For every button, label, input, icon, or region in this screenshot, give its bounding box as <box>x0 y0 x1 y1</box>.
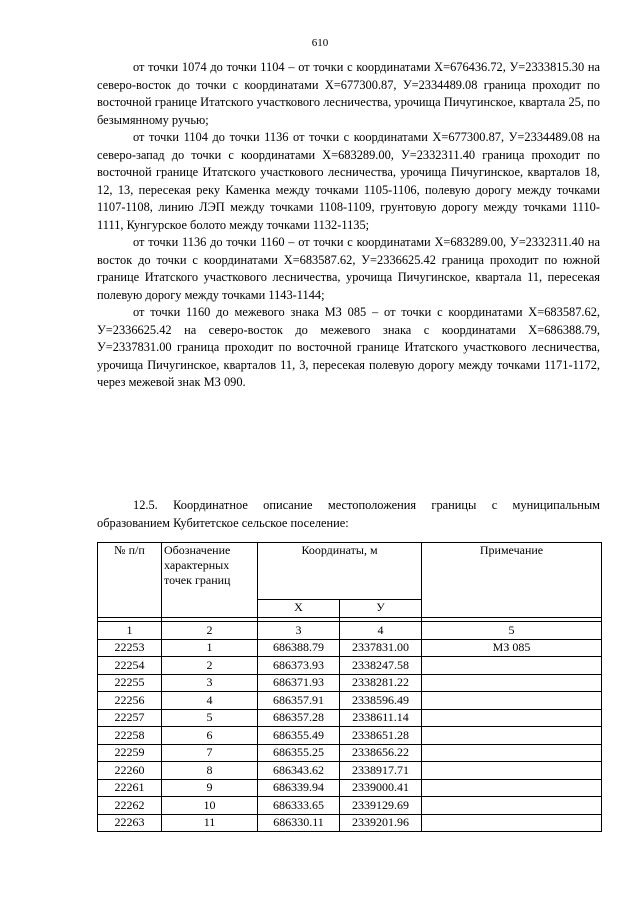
header-x: Х <box>258 600 340 618</box>
point-designation-cell: 10 <box>162 797 258 815</box>
point-number-cell: 22258 <box>98 727 162 745</box>
y-coordinate-cell: 2338247.58 <box>340 657 422 675</box>
header-num: № п/п <box>98 543 162 618</box>
y-coordinate-cell: 2338611.14 <box>340 709 422 727</box>
table-row <box>98 779 602 797</box>
table-row <box>98 744 602 762</box>
y-coordinate-cell: 2338651.28 <box>340 727 422 745</box>
x-coordinate-cell: 686333.65 <box>258 797 340 815</box>
header-coordinates: Координаты, м <box>258 543 422 600</box>
x-coordinate-cell: 686388.79 <box>258 639 340 657</box>
point-designation-cell: 11 <box>162 814 258 832</box>
page-number: 610 <box>311 37 329 49</box>
x-coordinate-cell: 686373.93 <box>258 657 340 675</box>
paragraph-1074-1104: от точки 1074 до точки 1104 – от точки с координатами Х=676436.72, У=2333815.30 на северо-восток до точки с координатами Х=677300.87, У=2334489.08 граница проходит по восточной границе Итатского участкового лесничества, урочища Пичугинское, квартала 25, по безымянному ручью; <box>97 60 600 127</box>
note-cell <box>422 762 602 780</box>
y-coordinate-cell: 2338656.22 <box>340 744 422 762</box>
point-number-cell: 22259 <box>98 744 162 762</box>
table-row <box>98 727 602 745</box>
note-cell <box>422 797 602 815</box>
column-index-cell: 1 <box>98 622 162 640</box>
paragraph-1136-1160: от точки 1136 до точки 1160 – от точки с координатами Х=683289.00, У=2332311.40 на восток до точки с координатами Х=683587.62, У=2336625.42 граница проходит по южной границе Итатского участкового лесничества, урочища Пичугинское, квартала 11, пересекая полевую дорогу между точками 1143-1144; <box>97 235 600 302</box>
table-row <box>98 709 602 727</box>
point-designation-cell: 1 <box>162 639 258 657</box>
point-number-cell: 22256 <box>98 692 162 710</box>
table-row <box>98 692 602 710</box>
point-designation-cell: 8 <box>162 762 258 780</box>
table-row <box>98 797 602 815</box>
point-number-cell: 22261 <box>98 779 162 797</box>
paragraph-1160-mz085: от точки 1160 до межевого знака МЗ 085 – от точки с координатами Х=683587.62, У=2336625.42 на северо-восток до межевого знака с координатами Х=686388.79, У=2337831.00 граница проходит по восточной границе Итатского участкового лесничества, урочища Пичугинское, кварталов 11, 3, пересекая полевую дорогу между точками 1171-1172, через межевой знак МЗ 090. <box>97 305 600 389</box>
note-cell <box>422 744 602 762</box>
point-designation-cell: 4 <box>162 692 258 710</box>
paragraph-1104-1136: от точки 1104 до точки 1136 от точки с координатами Х=677300.87, У=2334489.08 на северо-запад до точки с координатами Х=683289.00, У=2332311.40 граница проходит по восточной границе Итатского участкового лесничества, урочища Пичугинское, кварталов 18, 12, 13, пересекая реку Каменка между точками 1105-1106, полевую дорогу между точками 1107-1108, линию ЛЭП между точками 1108-1109, грунтовую дорогу между точками 1110-1111, Кунгурское болото между точками 1132-1135; <box>97 130 600 232</box>
point-designation-cell: 3 <box>162 674 258 692</box>
section-heading: 12.5. Координатное описание местоположения границы с муниципальным образованием Кубитетское сельское поселение: <box>97 498 600 530</box>
y-coordinate-cell: 2338281.22 <box>340 674 422 692</box>
point-designation-cell: 7 <box>162 744 258 762</box>
x-coordinate-cell: 686371.93 <box>258 674 340 692</box>
y-coordinate-cell: 2339000.41 <box>340 779 422 797</box>
point-designation-cell: 5 <box>162 709 258 727</box>
note-cell <box>422 727 602 745</box>
table-row <box>98 674 602 692</box>
column-index-cell: 3 <box>258 622 340 640</box>
boundary-description <box>97 59 600 392</box>
note-cell <box>422 709 602 727</box>
column-index-row <box>98 622 602 640</box>
point-designation-cell: 6 <box>162 727 258 745</box>
point-number-cell: 22254 <box>98 657 162 675</box>
table-body <box>98 622 602 832</box>
point-number-cell: 22257 <box>98 709 162 727</box>
y-coordinate-cell: 2338596.49 <box>340 692 422 710</box>
y-coordinate-cell: 2339129.69 <box>340 797 422 815</box>
note-cell <box>422 692 602 710</box>
table-row <box>98 814 602 832</box>
point-number-cell: 22255 <box>98 674 162 692</box>
note-cell <box>422 657 602 675</box>
x-coordinate-cell: 686357.91 <box>258 692 340 710</box>
x-coordinate-cell: 686343.62 <box>258 762 340 780</box>
x-coordinate-cell: 686355.25 <box>258 744 340 762</box>
point-designation-cell: 9 <box>162 779 258 797</box>
point-number-cell: 22260 <box>98 762 162 780</box>
y-coordinate-cell: 2338917.71 <box>340 762 422 780</box>
table-row <box>98 639 602 657</box>
point-designation-cell: 2 <box>162 657 258 675</box>
point-number-cell: 22262 <box>98 797 162 815</box>
y-coordinate-cell: 2339201.96 <box>340 814 422 832</box>
y-coordinate-cell: 2337831.00 <box>340 639 422 657</box>
note-cell <box>422 674 602 692</box>
column-index-cell: 2 <box>162 622 258 640</box>
column-index-cell: 5 <box>422 622 602 640</box>
x-coordinate-cell: 686330.11 <box>258 814 340 832</box>
x-coordinate-cell: 686355.49 <box>258 727 340 745</box>
header-note: Примечание <box>422 543 602 618</box>
table-row <box>98 657 602 675</box>
note-cell <box>422 779 602 797</box>
header-y: У <box>340 600 422 618</box>
point-number-cell: 22253 <box>98 639 162 657</box>
x-coordinate-cell: 686339.94 <box>258 779 340 797</box>
point-number-cell: 22263 <box>98 814 162 832</box>
table-row <box>98 762 602 780</box>
note-cell <box>422 814 602 832</box>
column-index-cell: 4 <box>340 622 422 640</box>
note-cell: МЗ 085 <box>422 639 602 657</box>
header-designation: Обозначение характерных точек границ <box>162 543 258 618</box>
x-coordinate-cell: 686357.28 <box>258 709 340 727</box>
coordinates-table <box>97 542 602 832</box>
